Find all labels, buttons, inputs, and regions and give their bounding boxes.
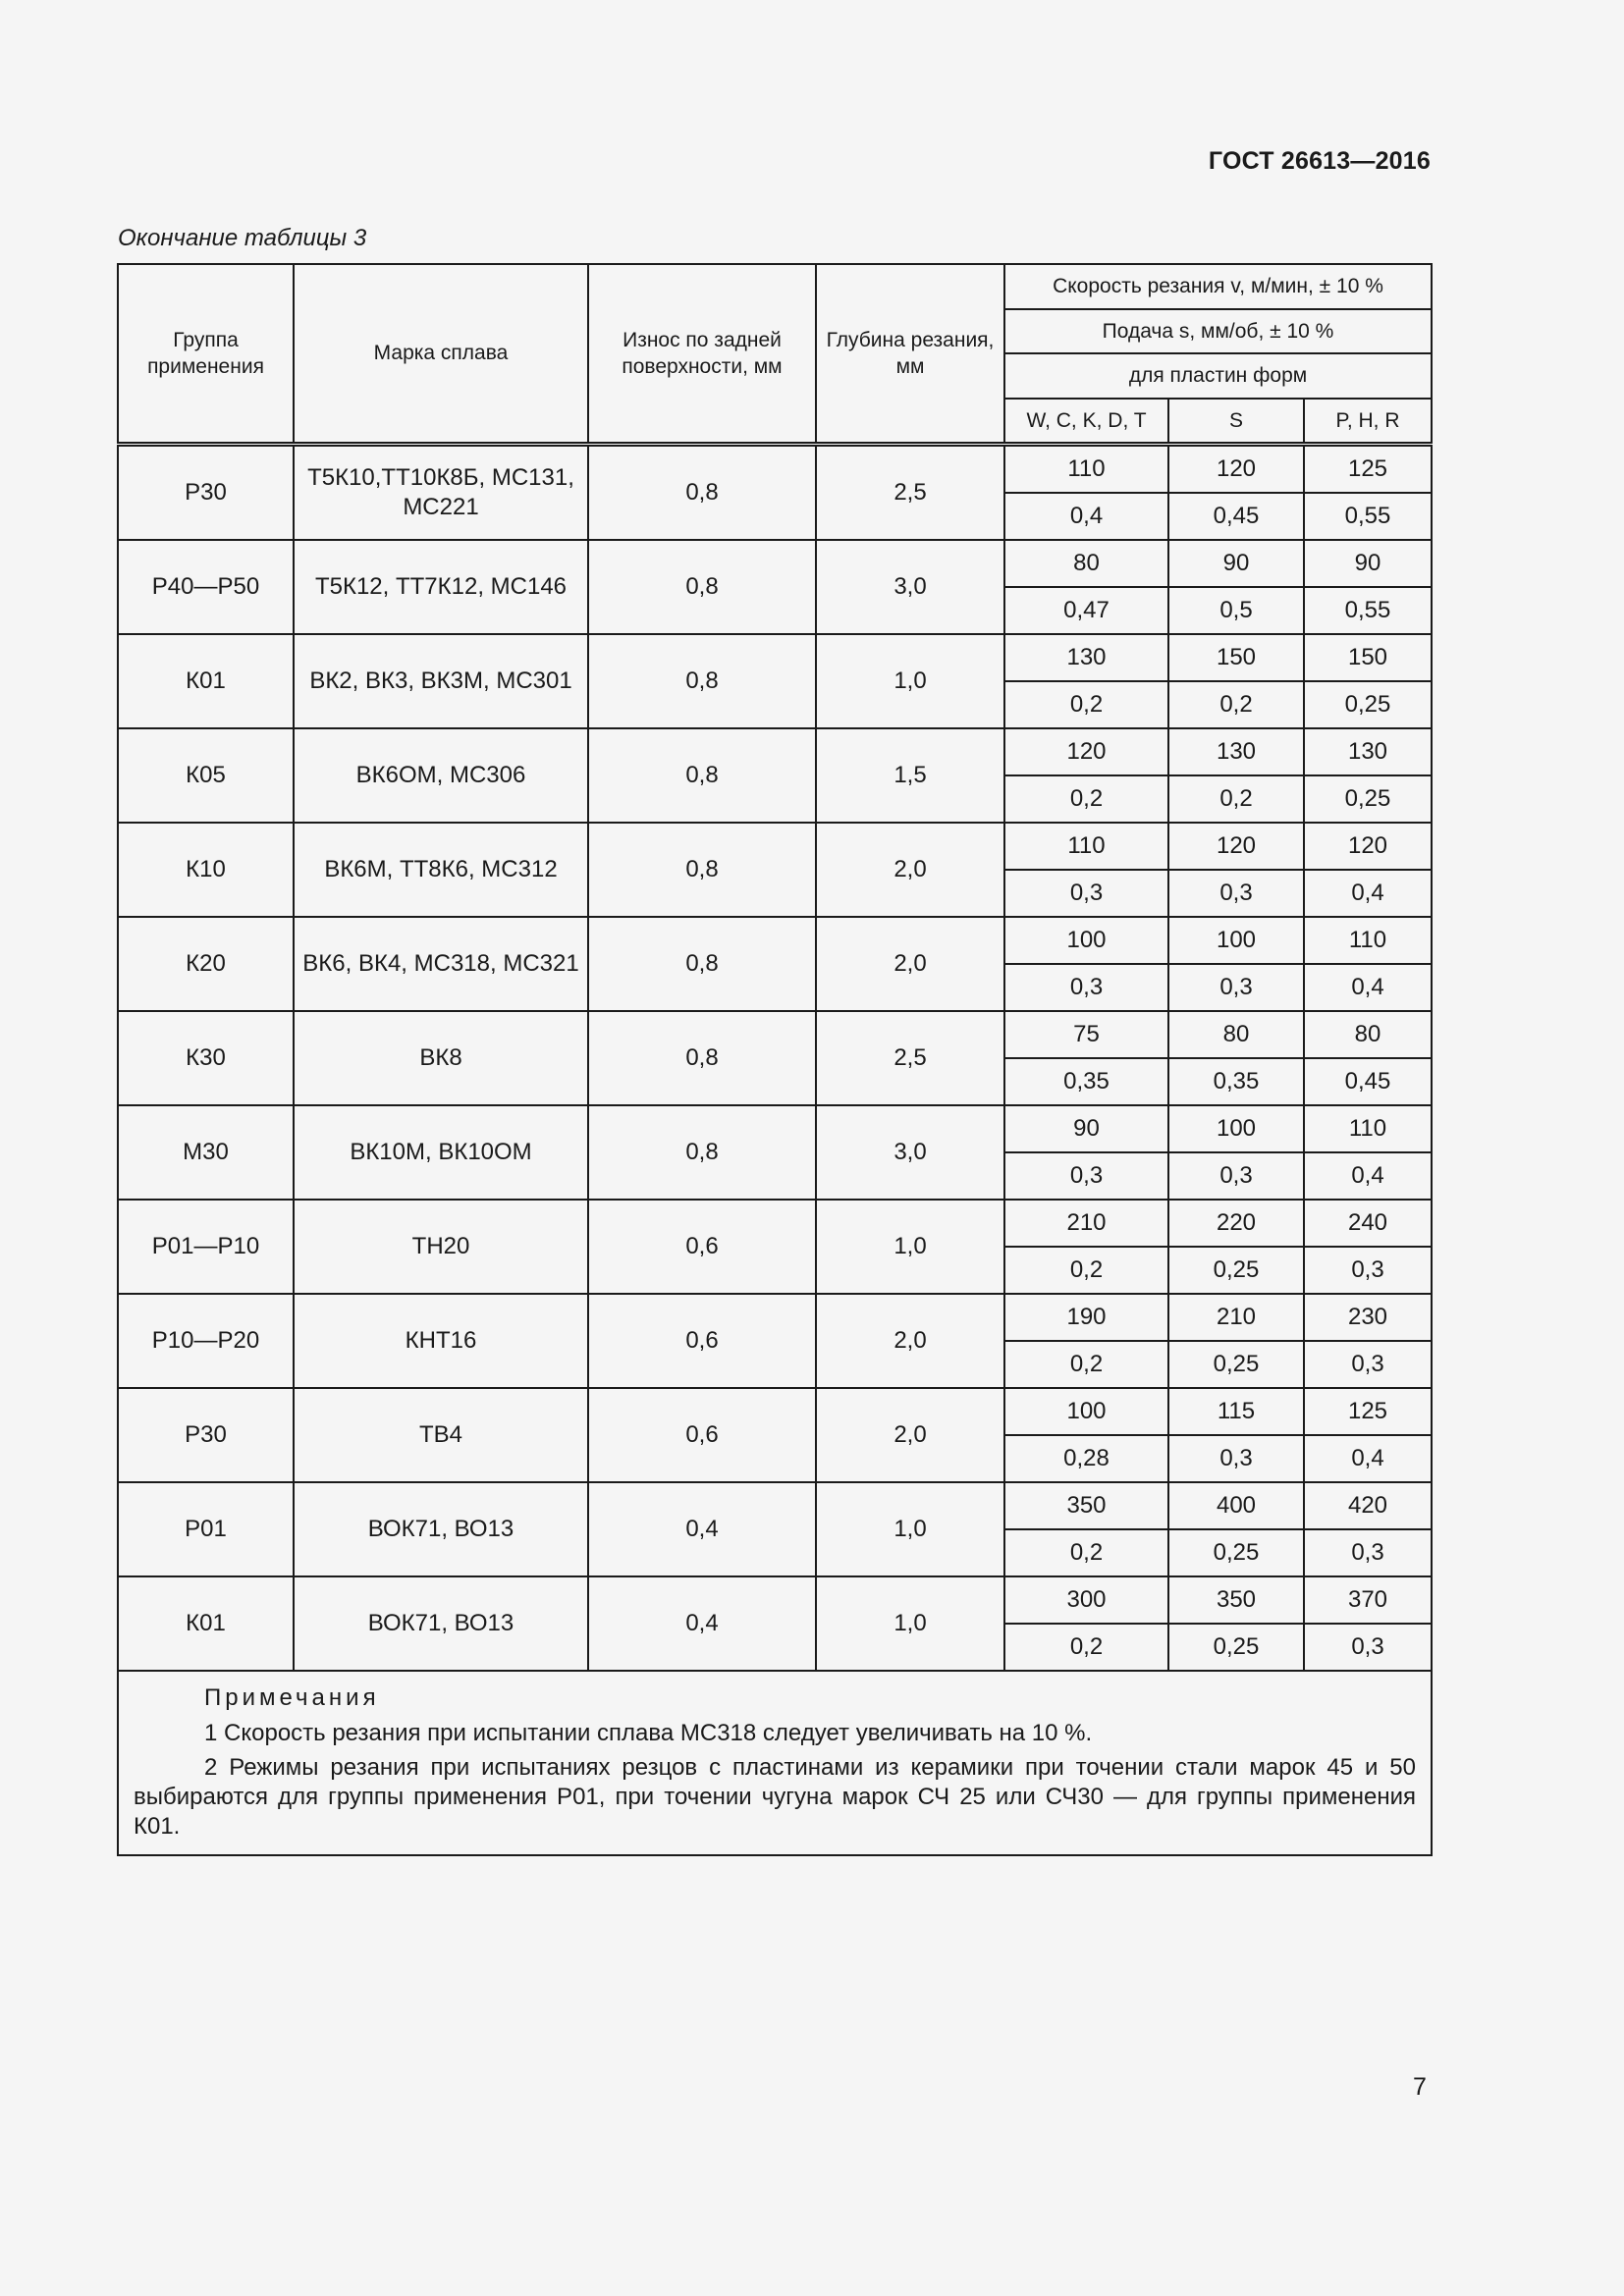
wear-cell: 0,8 [588,445,816,541]
wear-cell: 0,4 [588,1576,816,1671]
feed-cell: 0,3 [1004,1152,1168,1200]
feed-cell: 0,2 [1004,775,1168,823]
speed-cell: 190 [1004,1294,1168,1341]
speed-cell: 210 [1004,1200,1168,1247]
table-row [118,1294,1432,1341]
feed-cell: 0,35 [1004,1058,1168,1105]
speed-cell: 240 [1304,1200,1432,1247]
speed-cell: 220 [1168,1200,1304,1247]
header-grade: Марка сплава [294,264,588,445]
feed-cell: 0,25 [1168,1624,1304,1671]
feed-cell: 0,3 [1168,1152,1304,1200]
group-cell: К05 [118,728,294,823]
wear-cell: 0,8 [588,1011,816,1105]
depth-cell: 2,5 [816,1011,1004,1105]
feed-cell: 0,3 [1304,1624,1432,1671]
speed-cell: 125 [1304,1388,1432,1435]
wear-cell: 0,6 [588,1388,816,1482]
header-wear: Износ по задней поверхности, мм [588,264,816,445]
depth-cell: 1,0 [816,1200,1004,1294]
feed-cell: 0,3 [1304,1529,1432,1576]
depth-cell: 1,0 [816,634,1004,728]
feed-cell: 0,4 [1004,493,1168,540]
depth-cell: 2,5 [816,445,1004,541]
speed-cell: 80 [1304,1011,1432,1058]
feed-cell: 0,2 [1004,681,1168,728]
feed-cell: 0,2 [1004,1624,1168,1671]
standard-code: ГОСТ 26613—2016 [1208,147,1431,175]
wear-cell: 0,8 [588,917,816,1011]
speed-cell: 110 [1004,445,1168,494]
speed-cell: 90 [1304,540,1432,587]
depth-cell: 2,0 [816,917,1004,1011]
wear-cell: 0,8 [588,728,816,823]
grade-cell: ВК10М, ВК10ОМ [294,1105,588,1200]
feed-cell: 0,25 [1304,681,1432,728]
group-cell: К10 [118,823,294,917]
group-cell: К20 [118,917,294,1011]
feed-cell: 0,2 [1004,1341,1168,1388]
grade-cell: ВК2, ВК3, ВК3М, МС301 [294,634,588,728]
speed-cell: 100 [1168,1105,1304,1152]
group-cell: Р40—Р50 [118,540,294,634]
speed-cell: 300 [1004,1576,1168,1624]
feed-cell: 0,35 [1168,1058,1304,1105]
header-form-wckdt: W, C, K, D, T [1004,399,1168,445]
table-row [118,1105,1432,1152]
notes-cell [118,1671,1432,1855]
speed-cell: 110 [1304,1105,1432,1152]
feed-cell: 0,25 [1168,1247,1304,1294]
speed-cell: 100 [1004,1388,1168,1435]
notes-title: Примечания [204,1684,380,1711]
feed-cell: 0,2 [1168,775,1304,823]
speed-cell: 110 [1304,917,1432,964]
table-row [118,1388,1432,1435]
speed-cell: 90 [1168,540,1304,587]
wear-cell: 0,8 [588,1105,816,1200]
feed-cell: 0,55 [1304,493,1432,540]
header-form-s: S [1168,399,1304,445]
grade-cell: ВК6, ВК4, МС318, МС321 [294,917,588,1011]
speed-cell: 80 [1004,540,1168,587]
speed-cell: 100 [1004,917,1168,964]
wear-cell: 0,8 [588,823,816,917]
note-item: 1 Скорость резания при испытании сплава МС318 следует увеличивать на 10 %. [204,1720,1093,1746]
feed-cell: 0,45 [1304,1058,1432,1105]
feed-cell: 0,5 [1168,587,1304,634]
wear-cell: 0,8 [588,634,816,728]
depth-cell: 3,0 [816,1105,1004,1200]
speed-cell: 80 [1168,1011,1304,1058]
table-body [118,445,1432,1672]
grade-cell: ТВ4 [294,1388,588,1482]
feed-cell: 0,3 [1004,870,1168,917]
speed-cell: 130 [1304,728,1432,775]
group-cell: К30 [118,1011,294,1105]
feed-cell: 0,25 [1168,1529,1304,1576]
wear-cell: 0,6 [588,1200,816,1294]
group-cell: Р01—Р10 [118,1200,294,1294]
feed-cell: 0,3 [1168,964,1304,1011]
grade-cell: ТН20 [294,1200,588,1294]
wear-cell: 0,4 [588,1482,816,1576]
speed-cell: 150 [1304,634,1432,681]
table-row [118,1482,1432,1529]
speed-cell: 110 [1004,823,1168,870]
header-speed: Скорость резания v, м/мин, ± 10 % [1004,264,1432,309]
speed-cell: 125 [1304,445,1432,494]
table-row [118,634,1432,681]
note-item: 2 Режимы резания при испытаниях резцов с пластинами из керамики при точении стали марок 45 и 50 выбираются для группы применения Р01, при точении чугуна марок СЧ 25 или СЧ30 — для группы применения К01. [134,1754,1416,1840]
speed-cell: 115 [1168,1388,1304,1435]
group-cell: К01 [118,634,294,728]
group-cell: Р01 [118,1482,294,1576]
speed-cell: 400 [1168,1482,1304,1529]
header-insert-forms: для пластин форм [1004,353,1432,399]
feed-cell: 0,25 [1304,775,1432,823]
speed-cell: 90 [1004,1105,1168,1152]
feed-cell: 0,28 [1004,1435,1168,1482]
speed-cell: 420 [1304,1482,1432,1529]
table-row [118,1200,1432,1247]
speed-cell: 130 [1004,634,1168,681]
group-cell: Р10—Р20 [118,1294,294,1388]
grade-cell: ВК6ОМ, МС306 [294,728,588,823]
speed-cell: 350 [1168,1576,1304,1624]
grade-cell: ВОК71, ВО13 [294,1576,588,1671]
group-cell: М30 [118,1105,294,1200]
speed-cell: 120 [1004,728,1168,775]
speed-cell: 230 [1304,1294,1432,1341]
feed-cell: 0,4 [1304,1152,1432,1200]
header-depth: Глубина резания, мм [816,264,1004,445]
speed-cell: 350 [1004,1482,1168,1529]
feed-cell: 0,47 [1004,587,1168,634]
feed-cell: 0,4 [1304,870,1432,917]
depth-cell: 3,0 [816,540,1004,634]
grade-cell: ВОК71, ВО13 [294,1482,588,1576]
table-header [118,264,1432,445]
feed-cell: 0,2 [1004,1247,1168,1294]
depth-cell: 2,0 [816,823,1004,917]
table-row [118,917,1432,964]
speed-cell: 130 [1168,728,1304,775]
speed-cell: 120 [1168,823,1304,870]
grade-cell: Т5К12, ТТ7К12, МС146 [294,540,588,634]
feed-cell: 0,3 [1168,1435,1304,1482]
group-cell: Р30 [118,1388,294,1482]
depth-cell: 1,0 [816,1576,1004,1671]
header-feed: Подача s, мм/об, ± 10 % [1004,309,1432,354]
feed-cell: 0,2 [1004,1529,1168,1576]
speed-cell: 370 [1304,1576,1432,1624]
grade-cell: ВК8 [294,1011,588,1105]
feed-cell: 0,3 [1004,964,1168,1011]
depth-cell: 1,0 [816,1482,1004,1576]
grade-cell: КНТ16 [294,1294,588,1388]
speed-cell: 120 [1304,823,1432,870]
header-group: Группа применения [118,264,294,445]
table-row [118,445,1432,494]
page-number: 7 [1413,2073,1427,2101]
feed-cell: 0,2 [1168,681,1304,728]
table-row [118,1011,1432,1058]
feed-cell: 0,55 [1304,587,1432,634]
depth-cell: 2,0 [816,1294,1004,1388]
feed-cell: 0,45 [1168,493,1304,540]
speed-cell: 150 [1168,634,1304,681]
feed-cell: 0,3 [1304,1341,1432,1388]
speed-cell: 120 [1168,445,1304,494]
feed-cell: 0,4 [1304,964,1432,1011]
grade-cell: ВК6М, ТТ8К6, МС312 [294,823,588,917]
feed-cell: 0,3 [1168,870,1304,917]
feed-cell: 0,4 [1304,1435,1432,1482]
table-row [118,540,1432,587]
header-form-phr: P, H, R [1304,399,1432,445]
group-cell: Р30 [118,445,294,541]
grade-cell: Т5К10,ТТ10К8Б, МС131, МС221 [294,445,588,541]
table-caption: Окончание таблицы 3 [118,225,367,251]
feed-cell: 0,25 [1168,1341,1304,1388]
depth-cell: 2,0 [816,1388,1004,1482]
wear-cell: 0,8 [588,540,816,634]
cutting-modes-table [117,263,1433,1856]
wear-cell: 0,6 [588,1294,816,1388]
group-cell: К01 [118,1576,294,1671]
table-row [118,1576,1432,1624]
feed-cell: 0,3 [1304,1247,1432,1294]
depth-cell: 1,5 [816,728,1004,823]
speed-cell: 100 [1168,917,1304,964]
table-row [118,823,1432,870]
speed-cell: 75 [1004,1011,1168,1058]
table-row [118,728,1432,775]
speed-cell: 210 [1168,1294,1304,1341]
